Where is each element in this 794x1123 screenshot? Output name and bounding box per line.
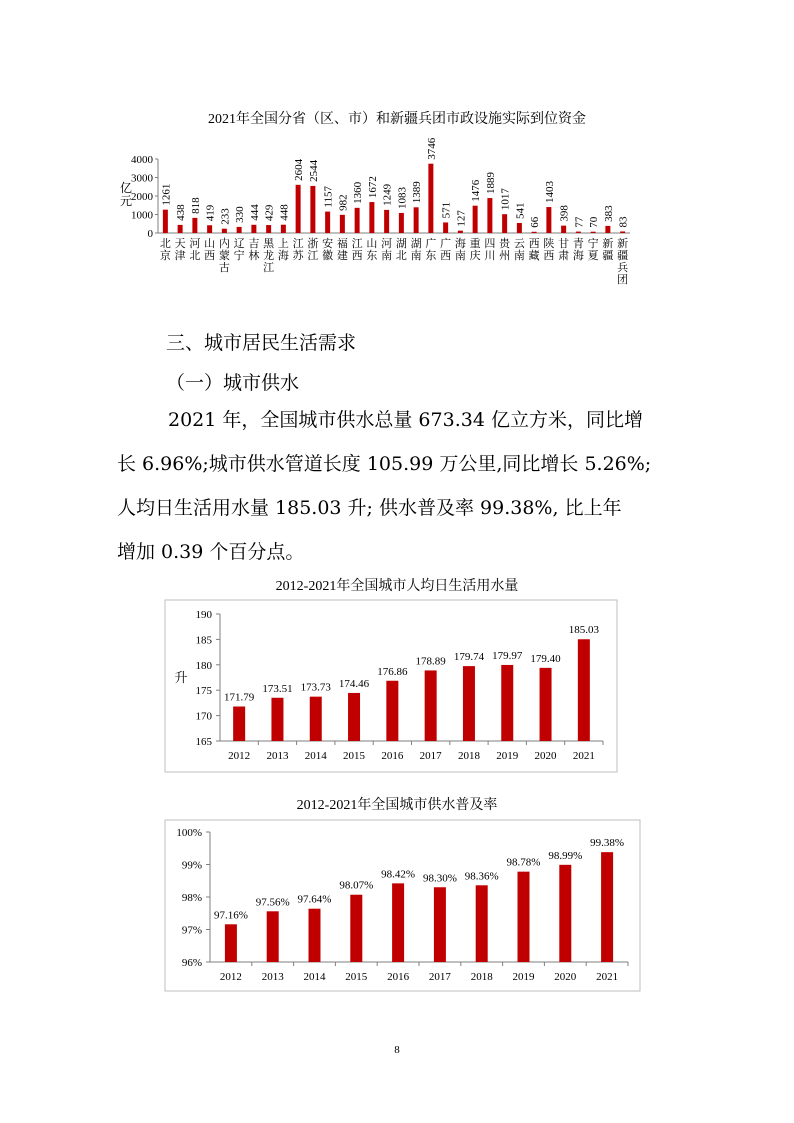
data-label: 1360 [352, 181, 365, 204]
data-label: 66 [529, 216, 542, 228]
data-label: 98.30% [422, 872, 457, 885]
x-tick-label: 2021 [596, 971, 619, 983]
paragraph-line: 人均日生活用水量 185.03 升; 供水普及率 99.38%, 比上年 [117, 497, 622, 519]
data-label: 818 [189, 197, 202, 214]
data-label: 173.51 [262, 682, 293, 695]
x-tick-label: 2012 [228, 750, 251, 762]
water-use-chart-title: 2012-2021年全国城市人均日生活用水量 [275, 579, 519, 594]
y-tick-label: 4000 [131, 154, 153, 166]
data-label: 98.78% [506, 856, 541, 869]
x-tick-label: 津 [174, 250, 186, 262]
data-label: 398 [558, 205, 571, 222]
x-tick-label: 西 [351, 250, 363, 262]
x-tick-label: 广 [440, 238, 452, 250]
x-tick-label: 山 [204, 238, 216, 250]
x-tick-label: 新 [602, 238, 614, 250]
data-label: 179.40 [530, 652, 561, 665]
x-tick-label: 林 [248, 250, 260, 262]
x-tick-label: 2020 [534, 750, 557, 762]
x-tick-label: 广 [425, 238, 437, 250]
data-label: 98.99% [548, 849, 583, 862]
x-tick-label: 庆 [469, 250, 481, 262]
x-tick-label: 江 [351, 238, 363, 250]
x-tick-label: 西 [543, 250, 555, 262]
x-tick-label: 兵 [617, 262, 629, 274]
y-tick-label: 98% [181, 892, 202, 904]
x-tick-label: 河 [189, 238, 201, 250]
data-label: 1389 [411, 181, 424, 204]
x-tick-label: 宁 [587, 238, 599, 250]
data-label: 448 [278, 204, 291, 221]
y-tick-label: 190 [195, 609, 212, 621]
x-tick-label: 肃 [558, 250, 570, 262]
x-tick-label: 2018 [457, 750, 480, 762]
x-tick-label: 建 [336, 250, 348, 262]
data-label: 178.89 [415, 655, 446, 668]
x-tick-label: 浙 [307, 238, 319, 250]
data-label: 1083 [396, 186, 409, 209]
x-tick-label: 夏 [587, 250, 599, 262]
bar [350, 895, 362, 962]
x-tick-label: 湖 [395, 238, 407, 250]
x-tick-label: 2017 [428, 971, 451, 983]
x-tick-label: 北 [395, 250, 407, 262]
x-tick-label: 海 [572, 250, 584, 262]
x-tick-label: 东 [366, 250, 378, 262]
x-tick-label: 2015 [345, 971, 368, 983]
data-label: 1672 [366, 176, 379, 199]
x-tick-label: 贵 [499, 238, 511, 250]
data-label: 982 [337, 194, 350, 211]
data-label: 1017 [499, 188, 512, 211]
x-tick-label: 安 [322, 238, 334, 250]
data-label: 99.38% [590, 837, 625, 850]
data-label: 330 [234, 206, 247, 223]
bar [225, 924, 237, 962]
x-tick-label: 海 [454, 238, 466, 250]
x-tick-label: 南 [410, 250, 422, 262]
y-tick-label: 180 [195, 659, 212, 672]
data-label: 233 [219, 208, 232, 225]
x-tick-label: 团 [617, 274, 629, 286]
y-axis-label: 升 [174, 670, 188, 685]
y-tick-label: 165 [195, 736, 212, 748]
bar [309, 909, 321, 962]
data-label: 444 [248, 204, 261, 221]
x-tick-label: 青 [572, 238, 584, 250]
y-tick-label: 185 [195, 634, 212, 647]
x-tick-label: 2016 [387, 971, 410, 983]
x-tick-label: 蒙 [218, 250, 230, 262]
data-label: 2604 [293, 158, 306, 181]
x-tick-label: 2020 [554, 971, 577, 983]
data-label: 571 [440, 201, 453, 219]
page-number: 8 [394, 1044, 400, 1056]
data-label: 1476 [470, 179, 483, 202]
x-tick-label: 2018 [470, 971, 493, 983]
x-tick-label: 南 [381, 250, 393, 262]
y-tick-label: 96% [181, 957, 202, 969]
x-tick-label: 内 [218, 238, 230, 250]
y-axis-label: 亿 [119, 181, 133, 195]
x-tick-label: 2014 [304, 750, 327, 762]
bar [518, 872, 530, 962]
data-label: 179.97 [492, 649, 523, 662]
bar [434, 887, 446, 962]
x-tick-label: 疆 [602, 250, 614, 262]
x-tick-label: 黑 [263, 238, 275, 250]
data-label: 97.16% [213, 909, 248, 922]
x-tick-label: 辽 [233, 238, 245, 250]
data-label: 429 [263, 204, 276, 222]
x-tick-label: 重 [469, 238, 481, 250]
x-tick-label: 2017 [419, 750, 442, 762]
x-tick-label: 云 [513, 238, 525, 250]
bar [392, 883, 404, 962]
coverage-chart-title: 2012-2021年全国城市供水普及率 [296, 798, 498, 813]
data-label: 77 [573, 216, 586, 228]
x-tick-label: 京 [159, 250, 171, 262]
x-tick-label: 2015 [343, 750, 366, 762]
x-tick-label: 徽 [322, 250, 334, 262]
x-tick-label: 北 [189, 250, 201, 262]
data-label: 383 [602, 205, 615, 222]
bar [267, 911, 279, 962]
x-tick-label: 甘 [558, 238, 570, 250]
subsection-heading: （一）城市供水 [166, 372, 300, 394]
data-label: 176.86 [377, 665, 408, 678]
data-label: 1403 [543, 181, 556, 204]
x-tick-label: 龙 [263, 250, 275, 262]
paragraph-line: 2021 年，全国城市供水总量 673.34 亿立方米，同比增 [168, 409, 643, 431]
x-tick-label: 宁 [233, 250, 245, 262]
y-tick-label: 170 [195, 710, 212, 723]
data-label: 179.74 [453, 651, 485, 664]
y-tick-label: 0 [147, 228, 153, 240]
x-tick-label: 苏 [292, 250, 304, 262]
x-tick-label: 上 [277, 238, 289, 250]
x-tick-label: 西 [528, 238, 540, 250]
section-heading: 三、城市居民生活需求 [166, 332, 357, 354]
x-tick-label: 2016 [381, 750, 404, 762]
funding-chart-title: 2021年全国分省（区、市）和新疆兵团市政设施实际到位资金 [208, 112, 586, 127]
x-tick-label: 东 [425, 250, 437, 262]
y-tick-label: 99% [181, 859, 202, 872]
data-label: 1157 [322, 186, 335, 208]
data-label: 174.46 [338, 677, 370, 690]
data-label: 83 [617, 216, 630, 228]
data-label: 1889 [484, 172, 497, 195]
data-label: 98.36% [464, 870, 499, 883]
x-tick-label: 湖 [410, 238, 422, 250]
bar [559, 865, 571, 962]
y-tick-label: 1000 [131, 209, 153, 222]
x-tick-label: 南 [454, 250, 466, 262]
data-label: 438 [175, 204, 188, 221]
data-label: 2544 [307, 159, 320, 182]
data-label: 1261 [160, 183, 173, 206]
x-tick-label: 江 [263, 262, 275, 274]
x-tick-label: 江 [292, 238, 304, 250]
paragraph-line: 增加 0.39 个百分点。 [117, 541, 305, 563]
x-tick-label: 河 [381, 238, 393, 250]
x-tick-label: 北 [159, 238, 171, 250]
x-tick-label: 疆 [617, 250, 629, 262]
data-label: 70 [588, 216, 601, 228]
x-tick-label: 山 [366, 238, 378, 250]
x-tick-label: 天 [174, 238, 186, 250]
x-tick-label: 西 [440, 250, 452, 262]
y-tick-label: 97% [181, 924, 202, 937]
y-axis-label: 元 [119, 194, 133, 208]
data-label: 98.42% [381, 868, 416, 881]
bar [601, 852, 613, 962]
y-tick-label: 3000 [131, 172, 153, 185]
x-tick-label: 南 [513, 250, 525, 262]
paragraph-line: 长 6.96%;城市供水管道长度 105.99 万公里,同比增长 5.26%; [117, 453, 652, 475]
x-tick-label: 西 [204, 250, 216, 262]
y-tick-label: 175 [195, 685, 212, 698]
x-tick-label: 藏 [528, 250, 540, 262]
x-tick-label: 2019 [512, 971, 535, 983]
x-tick-label: 2012 [219, 971, 242, 983]
data-label: 1249 [381, 183, 394, 206]
x-tick-label: 福 [336, 238, 348, 250]
x-tick-label: 古 [218, 262, 230, 274]
x-tick-label: 2013 [266, 750, 289, 762]
x-tick-label: 江 [307, 250, 319, 262]
x-tick-label: 吉 [248, 238, 260, 250]
x-tick-label: 海 [277, 250, 289, 262]
x-tick-label: 陕 [543, 238, 555, 250]
data-label: 98.07% [339, 879, 374, 892]
x-tick-label: 2021 [572, 750, 595, 762]
x-tick-label: 州 [499, 250, 511, 262]
y-tick-label: 2000 [131, 191, 153, 203]
x-tick-label: 川 [484, 250, 496, 262]
data-label: 185.03 [568, 624, 599, 637]
data-label: 171.79 [224, 691, 255, 704]
x-tick-label: 2014 [303, 971, 326, 983]
data-label: 97.64% [297, 893, 332, 906]
x-tick-label: 2013 [261, 971, 284, 983]
data-label: 3746 [425, 137, 438, 160]
y-tick-label: 100% [176, 827, 202, 839]
x-tick-label: 新 [617, 238, 629, 250]
bar [476, 885, 488, 962]
data-label: 97.56% [255, 896, 290, 909]
x-tick-label: 2019 [496, 750, 519, 762]
data-label: 541 [514, 202, 527, 219]
data-label: 127 [455, 210, 468, 227]
data-label: 173.73 [300, 681, 331, 694]
data-label: 419 [204, 204, 217, 222]
x-tick-label: 四 [484, 238, 496, 250]
